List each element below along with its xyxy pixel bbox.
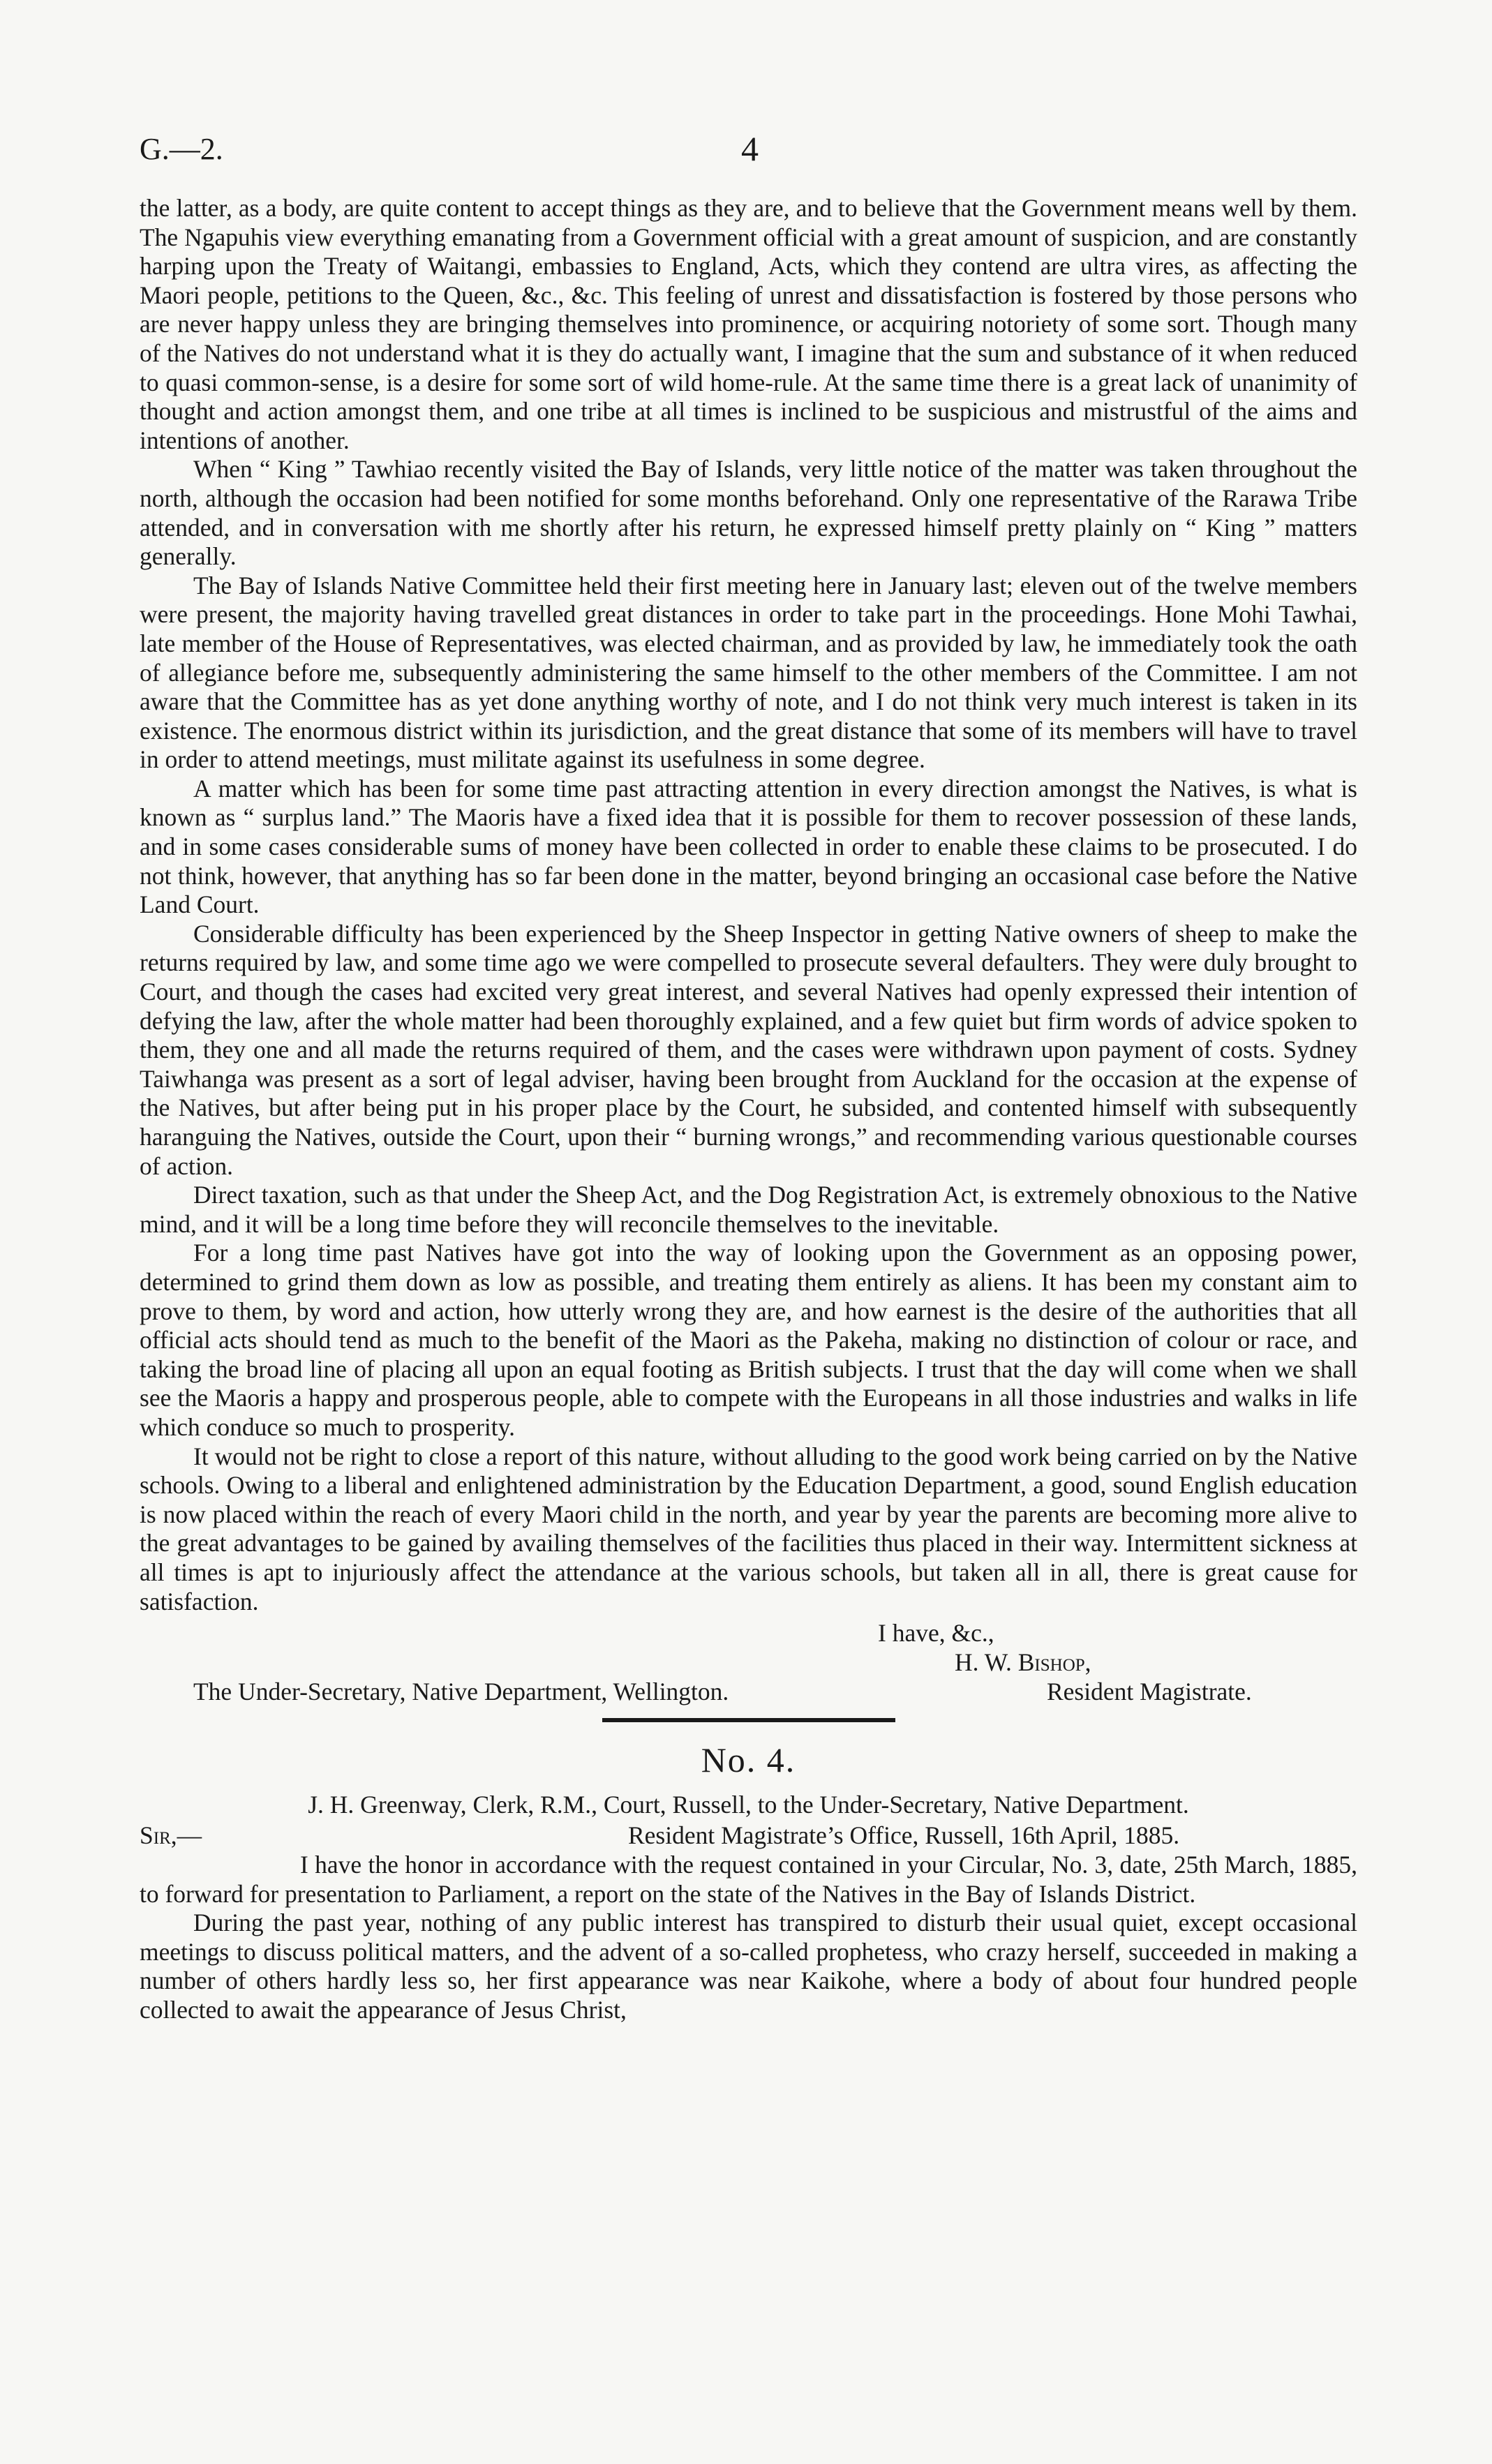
paragraph-2: When “ King ” Tawhiao recently visited the Bay of Islands, very little notice of the matter was taken throughout the north, although the occasion had been notified for some months beforehand. Only one representative of the Rarawa Tribe attended, and in conversation with me shortly after his return, he expressed himself pretty plainly on “ King ” matters generally. — [140, 455, 1357, 571]
salutation: Sir,— — [140, 1821, 202, 1850]
paragraph-3: The Bay of Islands Native Committee held their first meeting here in January last; eleven out of the twelve members were present, the majority having travelled great distances in order to take part in the proceedings. Hone Mohi Tawhai, late member of the House of Representatives, was elected chairman, and as provided by law, he immediately took the oath of allegiance before me, subsequently administering the same himself to the other members of the Committee. I am not aware that the Committee has as yet done anything worthy of note, and I do not think very much interest is taken in its existence. The enormous district within its jurisdiction, and the great distance that some of its members will have to travel in order to attend meetings, must militate against its usefulness in some degree. — [140, 571, 1357, 774]
section-paragraph-1: I have the honor in accordance with the request contained in your Circular, No. 3, date, 25th March, 1885, to forward for presentation to Parliament, a report on the state of the Natives in the Bay of Islands District. — [140, 1851, 1357, 1908]
section-divider — [602, 1718, 895, 1722]
paragraph-8: It would not be right to close a report of this nature, without alluding to the good work being carried on by the Native schools. Owing to a liberal and enlightened administration by the Education Department, a good, sound English education is now placed within the reach of every Maori child in the north, and year by year the parents are becoming more alive to the great advantages to be gained by availing themselves of the facilities thus placed in their way. Intermittent sickness at all times is apt to injuriously affect the attendance at the various schools, but taken all in all, there is great cause for satisfaction. — [140, 1442, 1357, 1615]
section-title: No. 4. — [701, 1740, 796, 1780]
document-reference: G.—2. — [140, 132, 223, 166]
section-from-line: J. H. Greenway, Clerk, R.M., Court, Russell, to the Under-Secretary, Native Department. — [308, 1791, 1189, 1819]
paragraph-6: Direct taxation, such as that under the Sheep Act, and the Dog Registration Act, is extremely obnoxious to the Native mind, and it will be a long time before they will reconcile themselves to the inevitable. — [140, 1181, 1357, 1238]
signature-name: H. W. Bishop, — [955, 1648, 1091, 1677]
paragraph-5: Considerable difficulty has been experienced by the Sheep Inspector in getting Native owners of sheep to make the returns required by law, and some time ago we were compelled to prosecute several defaulters. They were duly brought to Court, and though the cases had excited very great interest, and several Natives had openly expressed their intention of defying the law, after the whole matter had been thoroughly explained, and a few quiet but firm words of advice spoken to them, they one and all made the returns required of them, and the cases were withdrawn upon payment of costs. Sydney Taiwhanga was present as a sort of legal adviser, having been brought from Auckland for the occasion at the expense of the Natives, but after being put in his proper place by the Court, he subsided, and contented himself with subsequently haranguing the Natives, outside the Court, upon their “ burning wrongs,” and recommending various questionable courses of action. — [140, 919, 1357, 1180]
signature-closing: I have, &c., — [878, 1619, 994, 1648]
page-number: 4 — [741, 129, 759, 168]
paragraph-4: A matter which has been for some time past attracting attention in every direction amongst the Natives, is what is known as “ surplus land.” The Maoris have a fixed idea that it is possible for them to recover possession of these lands, and in some cases considerable sums of money have been collected in order to enable these claims to be prosecuted. I do not think, however, that anything has so far been done in the matter, beyond bringing an occasional case before the Native Land Court. — [140, 774, 1357, 919]
signature-addressee: The Under-Secretary, Native Department, Wellington. — [193, 1678, 729, 1706]
paragraph-1: the latter, as a body, are quite content to accept things as they are, and to believe that the Government means well by them. The Ngapuhis view everything emanating from a Government official with a great amount of suspicion, and are constantly harping upon the Treaty of Waitangi, embassies to England, Acts, which they contend are ultra vires, as affecting the Maori people, petitions to the Queen, &c., &c. This feeling of unrest and dissatisfaction is fostered by those persons who are never happy unless they are bringing themselves into prominence, or acquiring notoriety of some sort. Though many of the Natives do not understand what it is they do actually want, I imagine that the sum and substance of it when reduced to quasi common-sense, is a desire for some sort of wild home-rule. At the same time there is a great lack of unanimity of thought and action amongst them, and one tribe at all times is inclined to be suspicious and mistrustful of the aims and intentions of another. — [140, 194, 1357, 454]
document-body — [140, 194, 1357, 2025]
signature-block — [140, 1616, 1357, 1707]
page-header — [140, 131, 1357, 173]
section-paragraph-2: During the past year, nothing of any public interest has transpired to disturb their usual quiet, except occasional meetings to discuss political matters, and the advent of a so-called prophetess, who crazy herself, succeeded in making a number of others hardly less so, her first appearance was near Kaikohe, where a body of about four hundred people collected to await the appearance of Jesus Christ, — [140, 1909, 1357, 2024]
signature-title: Resident Magistrate. — [1047, 1678, 1252, 1706]
paragraph-7: For a long time past Natives have got into the way of looking upon the Government as an opposing power, determined to grind them down as low as possible, and treating them entirely as aliens. It has been my constant aim to prove to them, by word and action, how utterly wrong they are, and how earnest is the desire of the authorities that all official acts should tend as much to the benefit of the Maori as the Pakeha, making no distinction of colour or race, and taking the broad line of placing all upon an equal footing as British subjects. I trust that the day will come when we shall see the Maoris a happy and prosperous people, able to compete with the Europeans in all those industries and walks in life which conduce so much to prosperity. — [140, 1239, 1357, 1441]
salutation-row — [140, 1820, 1357, 1851]
office-date: Resident Magistrate’s Office, Russell, 16th April, 1885. — [628, 1821, 1180, 1850]
